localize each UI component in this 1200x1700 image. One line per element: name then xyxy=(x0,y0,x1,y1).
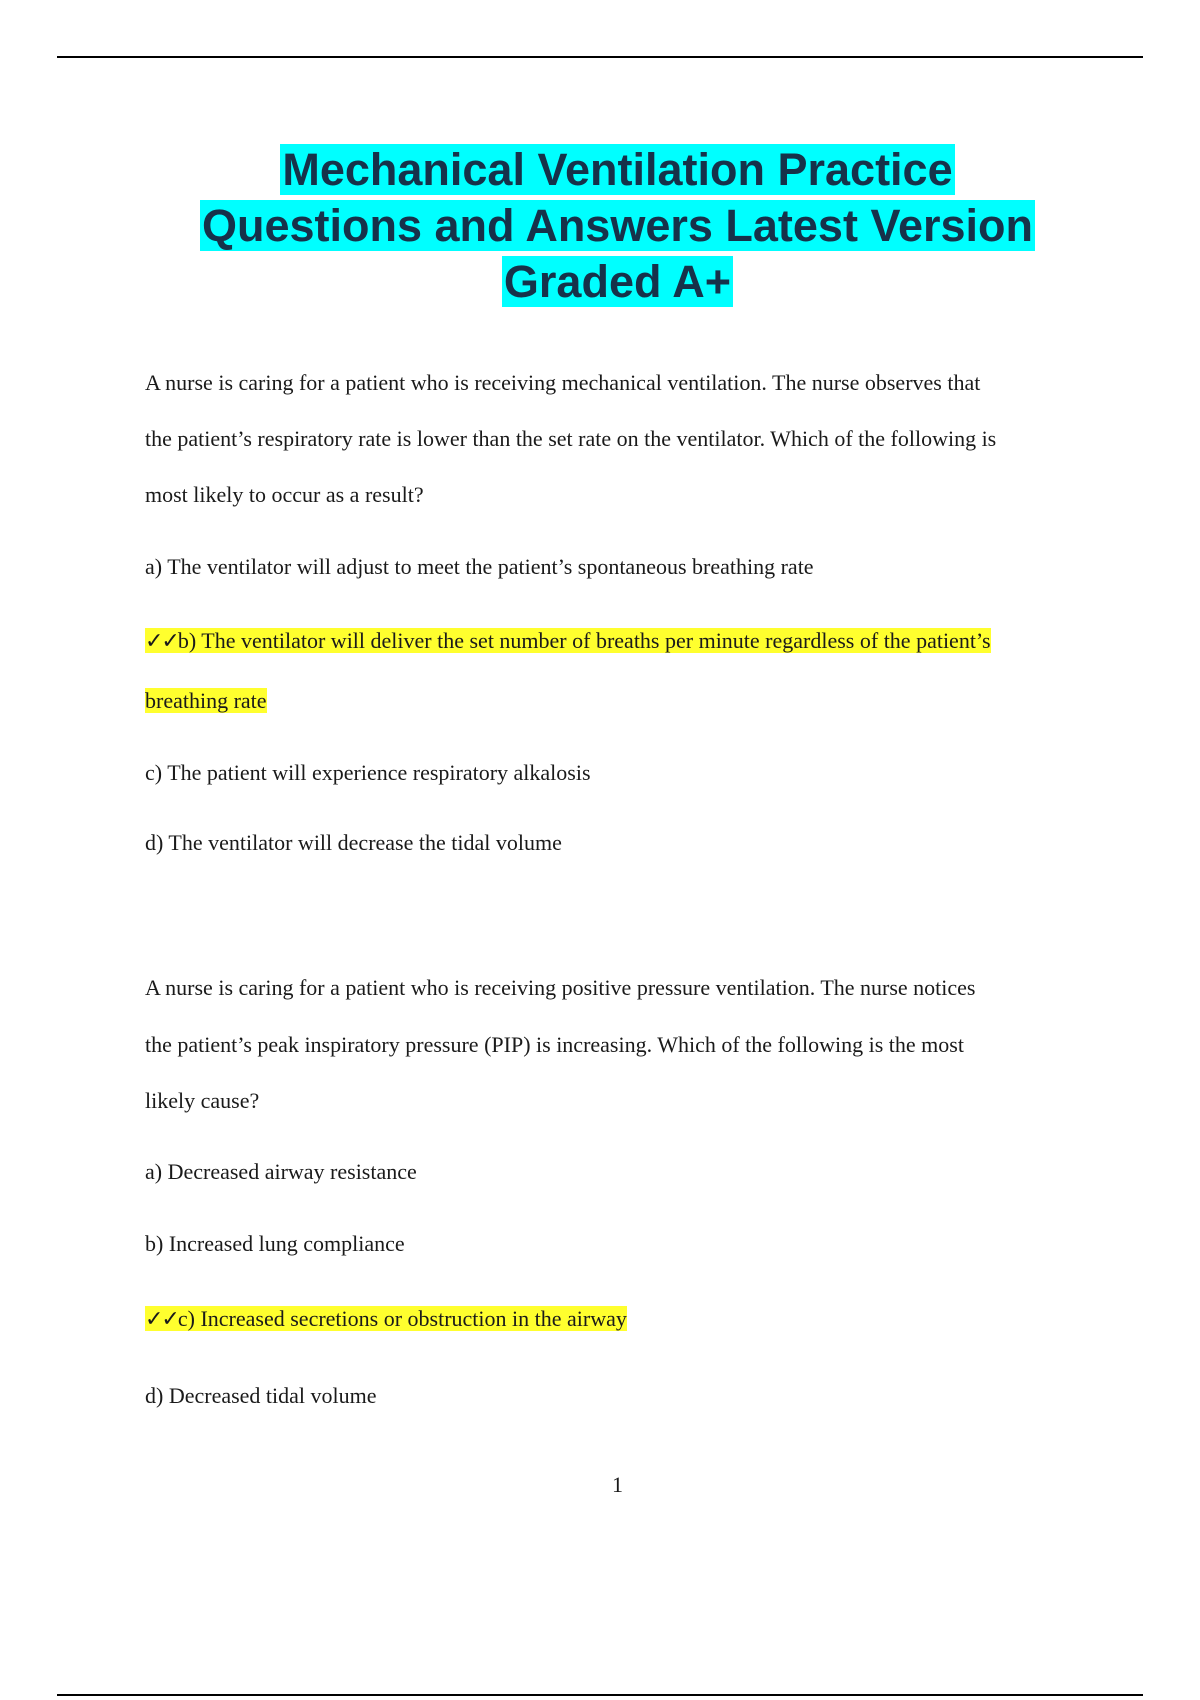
question-1-option-b-line-1: b) The ventilator will deliver the set number of breaths per minute regardless of the patient’s xyxy=(177,628,991,653)
question-2-stem-line-3: likely cause? xyxy=(145,1088,260,1113)
correct-answer-highlight xyxy=(145,1306,627,1331)
question-1-option-b-line-2: breathing rate xyxy=(145,688,267,713)
document-title xyxy=(100,142,1135,310)
question-1-stem-line-3: most likely to occur as a result? xyxy=(145,482,424,507)
question-2-stem-line-1: A nurse is caring for a patient who is receiving positive pressure ventilation. The nurse notices xyxy=(145,975,976,1000)
title-line-1: Mechanical Ventilation Practice xyxy=(282,144,953,195)
title-line-2: Questions and Answers Latest Version xyxy=(201,200,1034,251)
question-1-option-c: c) The patient will experience respiratory alkalosis xyxy=(145,760,591,785)
question-1-stem-line-1: A nurse is caring for a patient who is receiving mechanical ventilation. The nurse observes that xyxy=(145,370,981,395)
question-1-option-b-correct xyxy=(145,626,991,657)
question-1-option-a: a) The ventilator will adjust to meet the patient’s spontaneous breathing rate xyxy=(145,554,814,579)
question-2-option-c-text: c) Increased secretions or obstruction in the airway xyxy=(177,1306,627,1331)
question-1-stem-line-2: the patient’s respiratory rate is lower than the set rate on the ventilator. Which of the following is xyxy=(145,426,997,451)
question-1-option-b-continued xyxy=(145,686,267,716)
question-2-option-c-correct xyxy=(145,1304,627,1335)
question-2-option-a: a) Decreased airway resistance xyxy=(145,1159,417,1184)
question-1-option-d: d) The ventilator will decrease the tidal volume xyxy=(145,830,562,855)
header-rule xyxy=(57,56,1143,58)
page-number: 1 xyxy=(612,1472,623,1497)
correct-answer-highlight xyxy=(145,628,991,653)
double-check-icon: ✓✓ xyxy=(145,1307,178,1332)
double-check-icon: ✓✓ xyxy=(145,629,178,654)
question-2-stem-line-2: the patient’s peak inspiratory pressure (PIP) is increasing. Which of the following is the most xyxy=(145,1032,964,1057)
footer-rule xyxy=(57,1694,1143,1696)
question-2-option-b: b) Increased lung compliance xyxy=(145,1231,405,1256)
question-2-option-d: d) Decreased tidal volume xyxy=(145,1383,377,1408)
title-line-3: Graded A+ xyxy=(503,256,732,307)
